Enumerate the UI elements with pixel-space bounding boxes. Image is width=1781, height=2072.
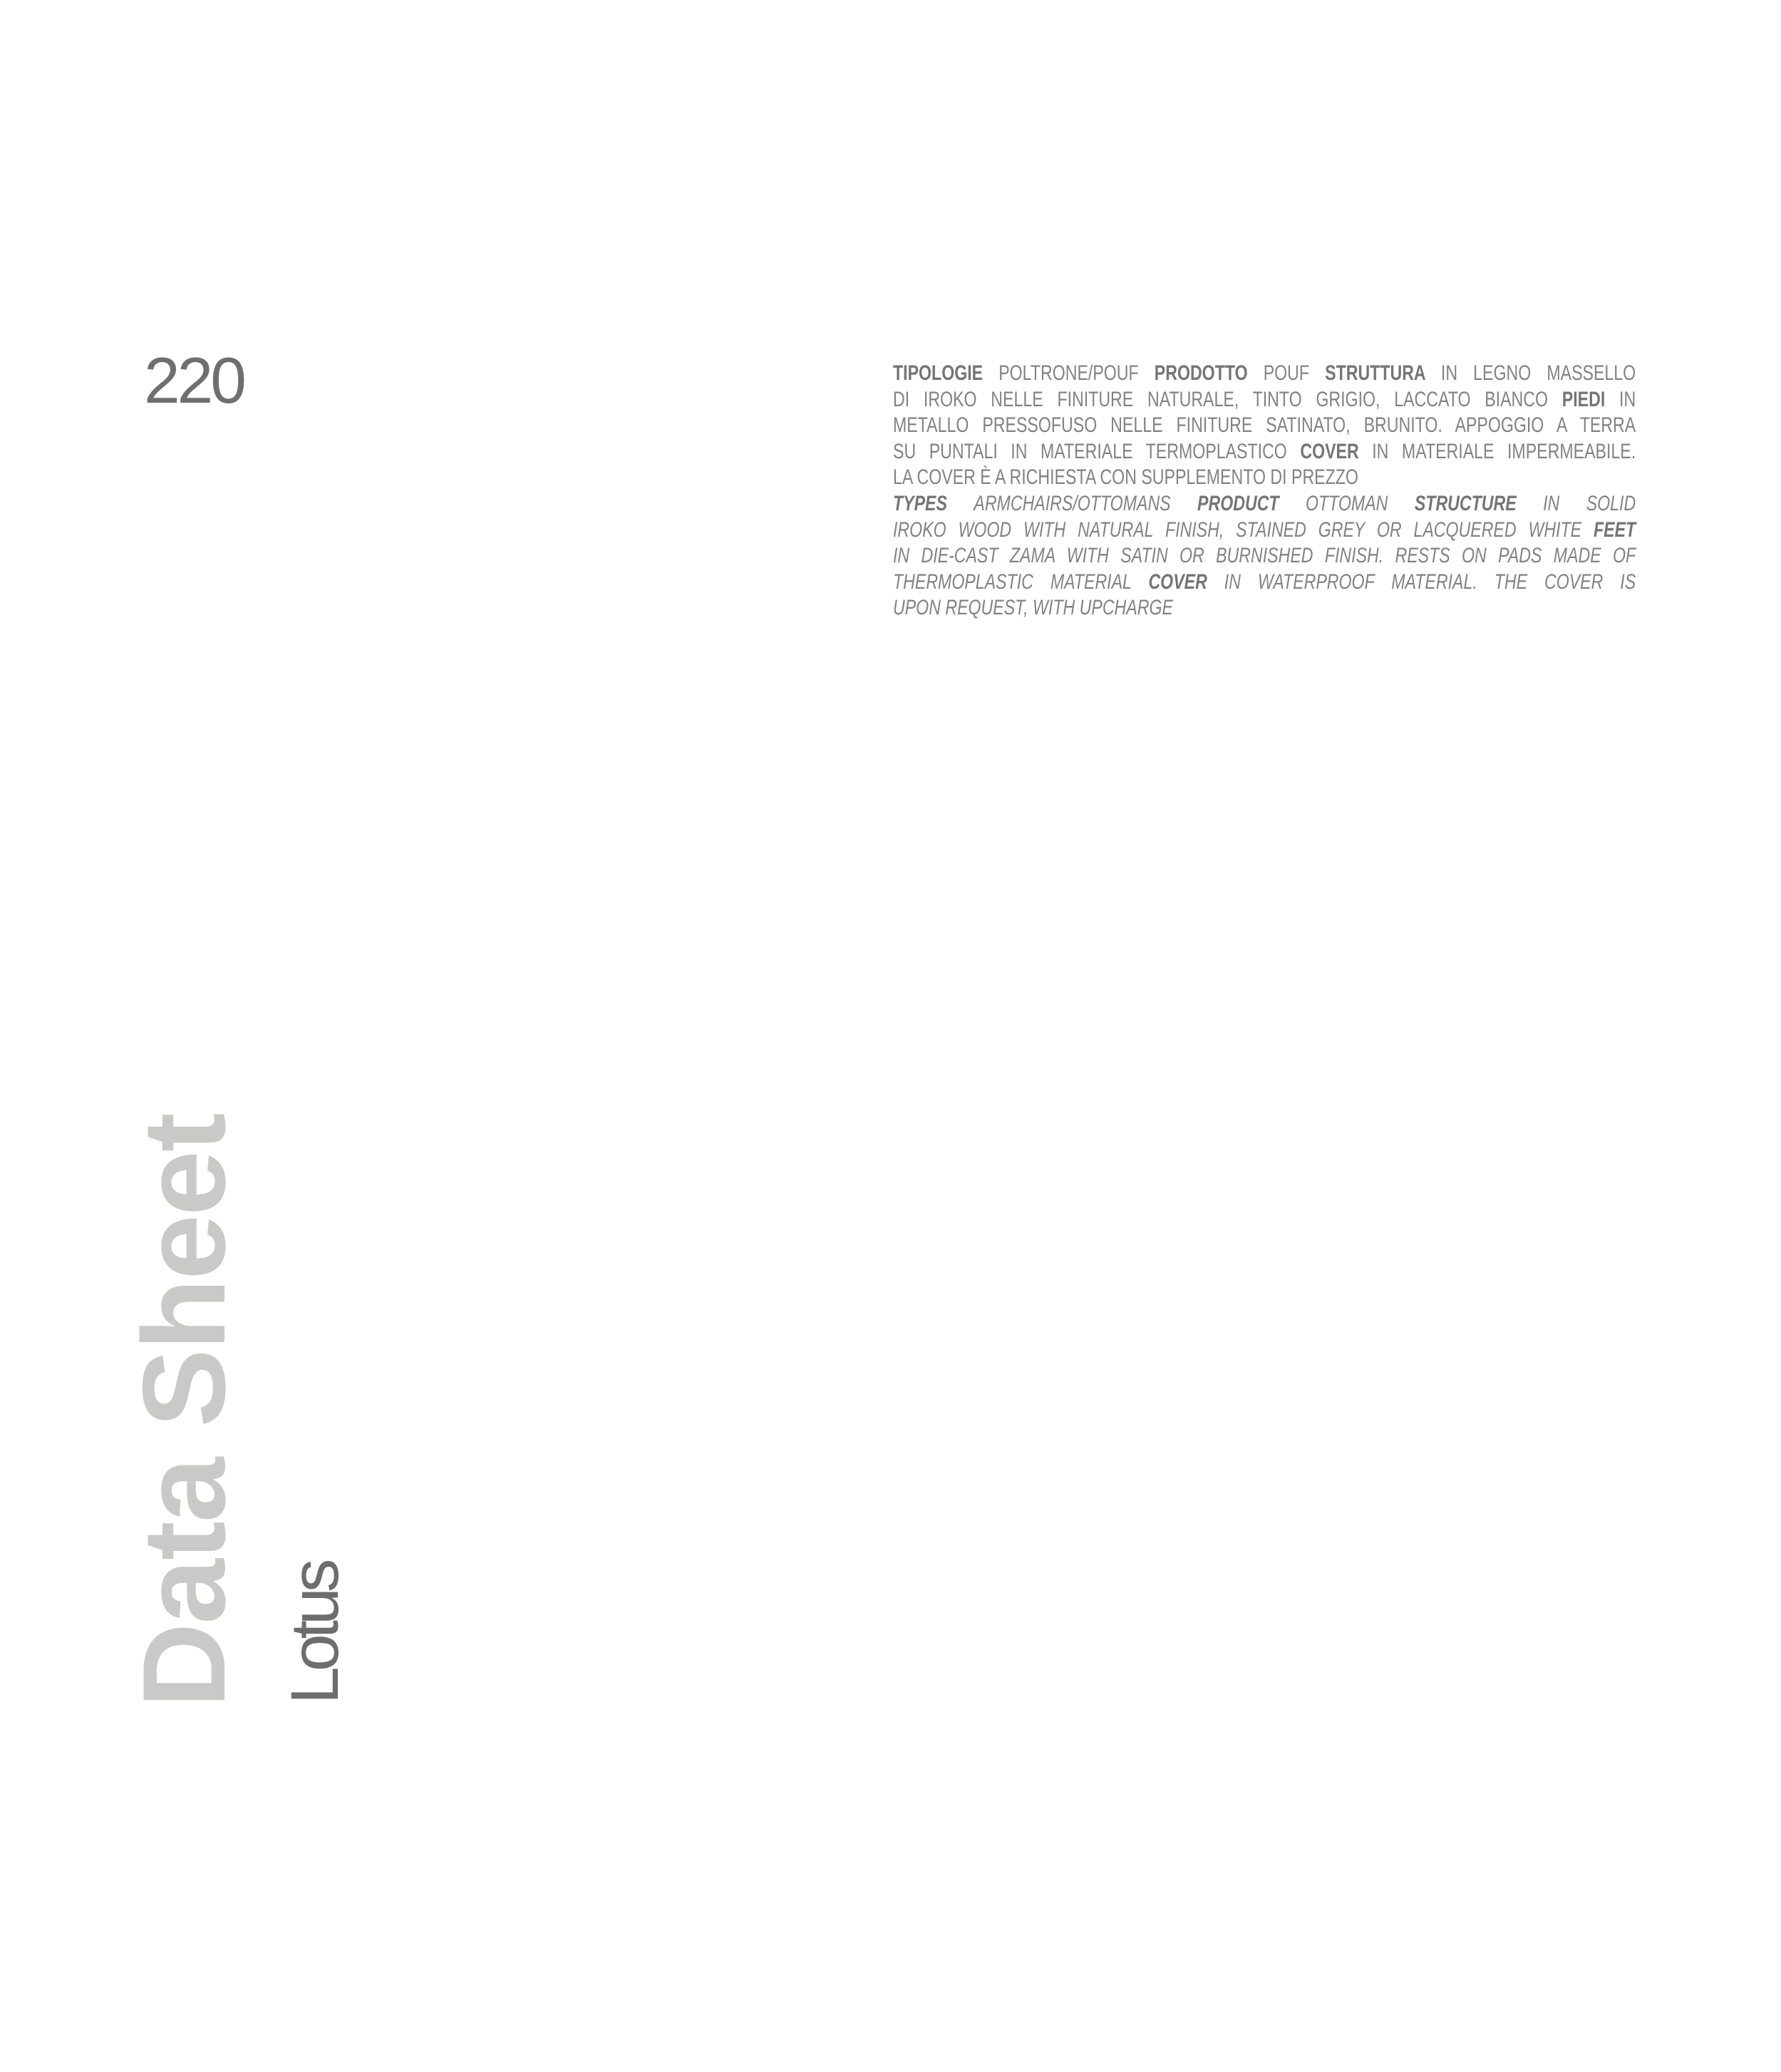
text-line	[893, 595, 1636, 622]
text-line	[893, 491, 1636, 517]
text-segment: THERMOPLASTIC MATERIAL	[893, 569, 1149, 594]
text-segment: OTTOMAN	[1306, 491, 1415, 515]
text-segment: IN LEGNO MASSELLO	[1440, 361, 1636, 385]
text-segment: METALLO PRESSOFUSO NELLE FINITURE SATINATO, BRUNITO. APPOGGIO A TERRA	[893, 413, 1636, 438]
text-line	[893, 543, 1636, 569]
text-segment: SU PUNTALI IN MATERIALE TERMOPLASTICO	[893, 439, 1301, 463]
text-line	[893, 517, 1636, 544]
text-line	[893, 413, 1636, 439]
keyword-bold: FEET	[1594, 517, 1636, 542]
text-line	[893, 387, 1636, 413]
page-number: 220	[144, 345, 244, 417]
text-segment: LA COVER È A RICHIESTA CON SUPPLEMENTO DI PREZZO	[893, 465, 1358, 490]
keyword-bold: PIEDI	[1561, 387, 1620, 411]
keyword-bold: PRODOTTO	[1154, 361, 1264, 385]
description-english	[893, 491, 1636, 622]
keyword-bold: TIPOLOGIE	[893, 361, 999, 385]
description-italian	[893, 361, 1636, 491]
text-segment: ARMCHAIRS/OTTOMANS	[974, 491, 1198, 515]
text-segment: POUF	[1263, 361, 1326, 385]
text-segment: IROKO WOOD WITH NATURAL FINISH, STAINED GREY OR LACQUERED WHITE	[893, 517, 1594, 542]
text-segment: IN SOLID	[1543, 491, 1636, 515]
keyword-bold: COVER	[1148, 569, 1224, 594]
keyword-bold: PRODUCT	[1197, 491, 1306, 515]
text-line	[893, 361, 1636, 387]
text-line	[893, 439, 1636, 465]
product-description	[893, 361, 1636, 622]
text-line	[893, 465, 1636, 491]
text-segment: IN DIE-CAST ZAMA WITH SATIN OR BURNISHED FINISH. RESTS ON PADS MADE OF	[893, 544, 1636, 568]
text-segment: IN	[1619, 387, 1636, 411]
text-segment: UPON REQUEST, WITH UPCHARGE	[893, 596, 1173, 620]
text-segment: DI IROKO NELLE FINITURE NATURALE, TINTO GRIGIO, LACCATO BIANCO	[893, 387, 1562, 411]
keyword-bold: STRUTTURA	[1325, 361, 1441, 385]
vertical-product-name: Lotus	[277, 1563, 353, 1704]
text-line	[893, 569, 1636, 596]
keyword-bold: STRUCTURE	[1414, 491, 1544, 515]
vertical-title-data-sheet: Data Sheet	[118, 1114, 249, 1708]
keyword-bold: COVER	[1300, 439, 1373, 463]
text-segment: POLTRONE/POUF	[998, 361, 1155, 385]
text-segment: IN MATERIALE IMPERMEABILE.	[1372, 439, 1636, 463]
keyword-bold: TYPES	[893, 491, 974, 515]
text-segment: IN WATERPROOF MATERIAL. THE COVER IS	[1224, 569, 1636, 594]
